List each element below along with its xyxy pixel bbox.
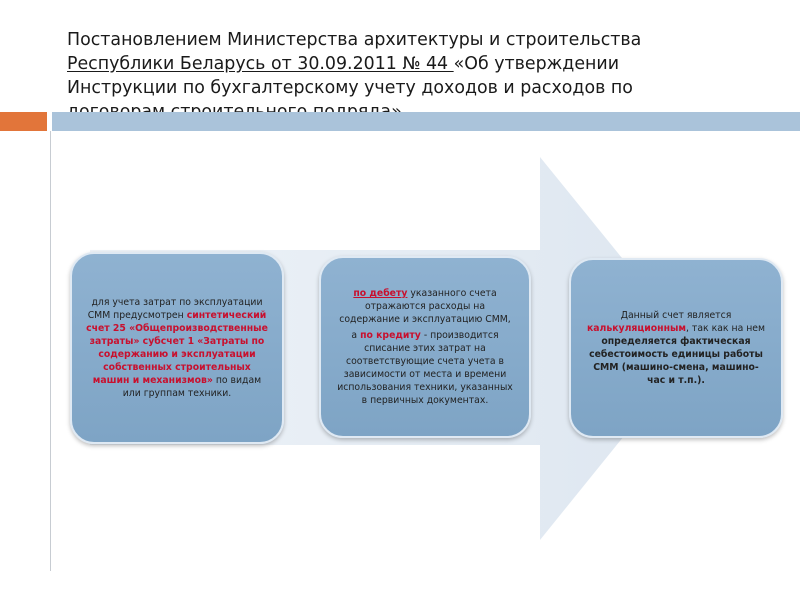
box2-text-a: а [351, 330, 361, 341]
title-line-1: Постановлением Министерства архитектуры и строительства [67, 30, 642, 50]
box3-text-mid: , так как на нем [686, 323, 766, 334]
box3-bold-cost: определяется фактическая себестоимость единицы работы СММ (машино-смена, машино-час и т.п.). [589, 336, 763, 386]
box3-highlight-costing: калькуляционным [586, 323, 687, 334]
box2-text-credit: - производится списание этих затрат на соответствующие счета учета в зависимости от места и времени использования техники, указанных в первичных документах. [337, 330, 513, 406]
decree-reference: Республики Беларусь от 30.09.2011 № 44 [67, 54, 454, 74]
box1-text-end: по видам или группам техники. [122, 375, 262, 399]
info-box-debit-credit [319, 256, 531, 438]
box2-text-debit: указанного счета отражаются расходы на содержание и эксплуатацию СММ, [339, 288, 511, 325]
box3-text-intro: Данный счет является [620, 310, 732, 321]
box1-highlight-account: синтетический счет 25 «Общепроизводственные затраты» субсчет 1 «Затраты по содержанию и эксплуатации собственных строительных машин и механизмов» [86, 310, 268, 386]
title-line-2-rest: «Об утверждении [453, 54, 619, 74]
info-box-cost-accounting [70, 252, 284, 444]
info-box-costing [569, 258, 783, 438]
box2-highlight-credit: по кредиту [360, 330, 421, 341]
box1-text-intro: для учета затрат по эксплуатации СММ предусмотрен [87, 297, 263, 321]
box2-highlight-debit: по дебету [353, 288, 408, 299]
title-line-3: Инструкции по бухгалтерскому учету доходов и расходов по [67, 78, 633, 98]
